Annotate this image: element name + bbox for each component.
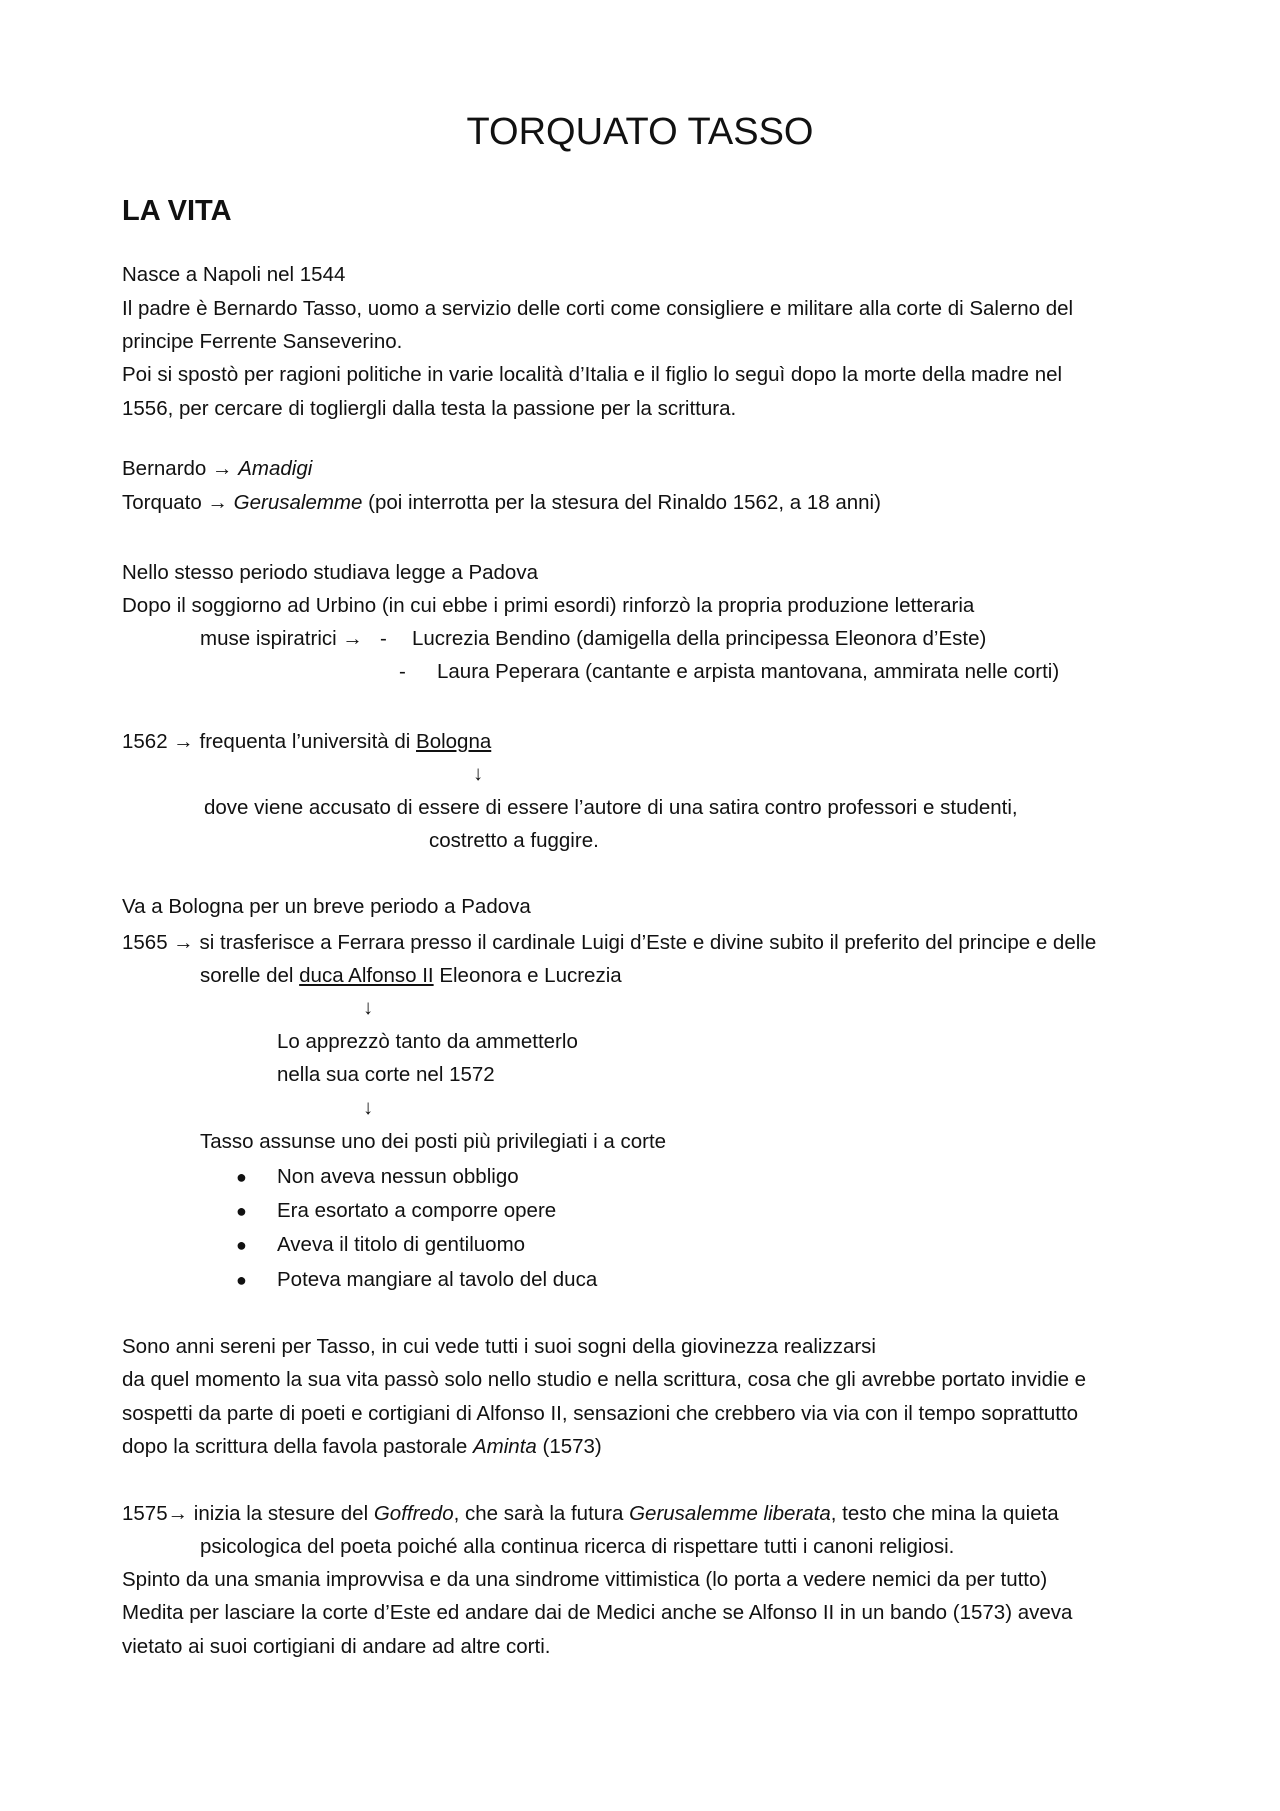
- text-line: nella sua corte nel 1572: [277, 1063, 495, 1086]
- arrow-down: ↓: [363, 1096, 374, 1119]
- text-line: Il padre è Bernardo Tasso, uomo a servizio delle corti come consigliere e militare alla corte di Salerno del: [122, 297, 1074, 320]
- list-item: Era esortato a comporre opere: [277, 1199, 557, 1222]
- text-line: Lo apprezzò tanto da ammetterlo: [277, 1030, 578, 1053]
- work-title: Gerusalemme liberata: [629, 1502, 831, 1525]
- ferrara-line-sisters: sorelle del duca Alfonso II Eleonora e Lucrezia: [200, 964, 622, 987]
- text-line: Nasce a Napoli nel 1544: [122, 263, 346, 286]
- work-title: Aminta: [472, 1435, 537, 1458]
- section-heading: LA VITA: [122, 195, 232, 227]
- text-line: Tasso assunse uno dei posti più privilegiati i a corte: [200, 1130, 667, 1153]
- text-line: psicologica del poeta poiché alla continua ricerca di rispettare tutti i canoni religiosi.: [200, 1535, 955, 1558]
- document-title: TORQUATO TASSO: [466, 111, 814, 153]
- works-line-bernardo: Bernardo → Amadigi: [122, 457, 313, 480]
- muse-label: muse ispiratrici →: [200, 627, 363, 650]
- list-dash: -: [399, 660, 406, 683]
- text-line: Poi si spostò per ragioni politiche in varie località d’Italia e il figlio lo seguì dopo la morte della madre nel: [122, 363, 1063, 386]
- text-line: 1565 → si trasferisce a Ferrara presso il cardinale Luigi d’Este e divine subito il preferito del principe e delle: [122, 931, 1097, 954]
- text-line: principe Ferrente Sanseverino.: [122, 330, 403, 353]
- list-dash: -: [380, 627, 387, 650]
- text-line: Dopo il soggiorno ad Urbino (in cui ebbe i primi esordi) rinforzò la propria produzione letteraria: [122, 594, 975, 617]
- arrow-down: ↓: [473, 762, 484, 785]
- underlined-term: duca Alfonso II: [299, 964, 434, 987]
- work-title: Goffredo: [373, 1502, 454, 1525]
- work-title: Gerusalemme: [233, 491, 363, 514]
- work-title: Amadigi: [238, 457, 313, 480]
- list-item: Non aveva nessun obbligo: [277, 1165, 519, 1188]
- text-line: Va a Bologna per un breve periodo a Padova: [122, 895, 531, 918]
- text-line: da quel momento la sua vita passò solo nello studio e nella scrittura, cosa che gli avrebbe portato invidie e: [122, 1368, 1087, 1391]
- text-line: 1556, per cercare di togliergli dalla testa la passione per la scrittura.: [122, 397, 737, 420]
- text-line: Sono anni sereni per Tasso, in cui vede tutti i suoi sogni della giovinezza realizzarsi: [122, 1335, 876, 1358]
- works-line-torquato: Torquato → Gerusalemme (poi interrotta per la stesura del Rinaldo 1562, a 18 anni): [122, 491, 881, 514]
- bullet-icon: ●: [236, 1201, 247, 1221]
- goffredo-line: 1575→ inizia la stesure del Goffredo, che sarà la futura Gerusalemme liberata, testo che mina la quieta: [122, 1502, 1059, 1525]
- muse-item: Lucrezia Bendino (damigella della principessa Eleonora d’Este): [412, 627, 987, 650]
- bullet-icon: ●: [236, 1235, 247, 1255]
- text-line: dove viene accusato di essere di essere l’autore di una satira contro professori e studenti,: [204, 796, 1018, 819]
- bologna-line: 1562 → frequenta l’università di Bologna: [122, 730, 492, 753]
- text-line: sospetti da parte di poeti e cortigiani di Alfonso II, sensazioni che crebbero via via con il tempo soprattutto: [122, 1402, 1079, 1425]
- sereni-line-aminta: dopo la scrittura della favola pastorale Aminta (1573): [122, 1435, 602, 1458]
- arrow-down: ↓: [363, 996, 374, 1019]
- text-line: vietato ai suoi cortigiani di andare ad altre corti.: [122, 1635, 551, 1658]
- text-line: Spinto da una smania improvvisa e da una sindrome vittimistica (lo porta a vedere nemici da per tutto): [122, 1568, 1048, 1591]
- text-line: Medita per lasciare la corte d’Este ed andare dai de Medici anche se Alfonso II in un bando (1573) aveva: [122, 1601, 1073, 1624]
- muse-item: Laura Peperara (cantante e arpista mantovana, ammirata nelle corti): [437, 660, 1060, 683]
- text-line: costretto a fuggire.: [429, 829, 599, 852]
- underlined-term: Bologna: [416, 730, 492, 753]
- text-line: Nello stesso periodo studiava legge a Padova: [122, 561, 538, 584]
- bullet-icon: ●: [236, 1270, 247, 1290]
- list-item: Aveva il titolo di gentiluomo: [277, 1233, 526, 1256]
- bullet-icon: ●: [236, 1167, 247, 1187]
- list-item: Poteva mangiare al tavolo del duca: [277, 1268, 598, 1291]
